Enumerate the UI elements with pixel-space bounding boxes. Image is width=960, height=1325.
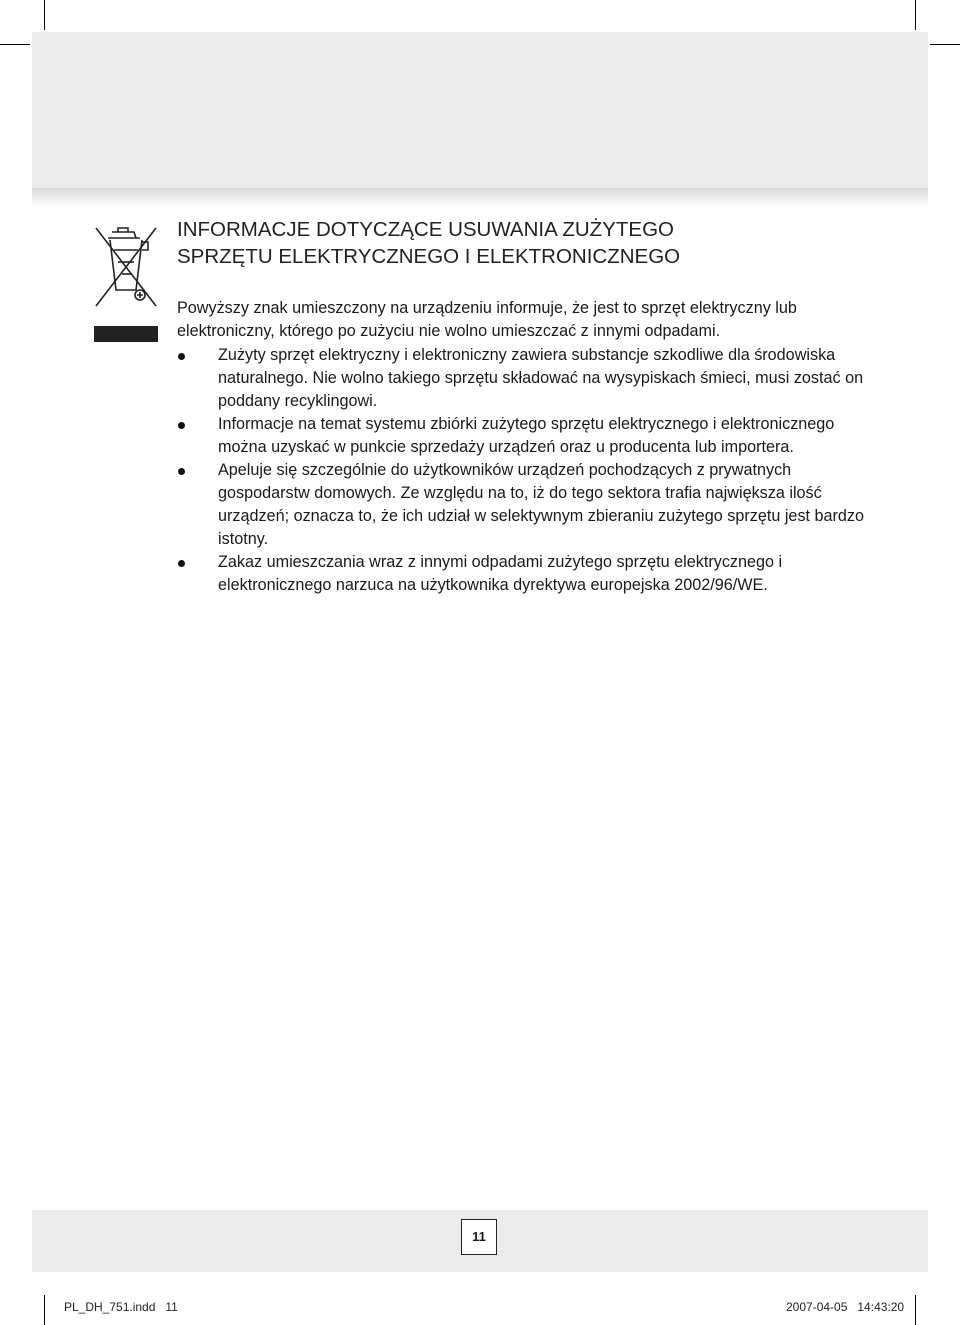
crossed-out-wheelie-bin-icon [88, 216, 164, 344]
bullet-dot-icon [178, 422, 185, 429]
slug-datetime: 2007-04-05 14:43:20 [786, 1300, 905, 1314]
header-band [32, 32, 928, 190]
list-item [177, 413, 877, 459]
crop-mark-top-right [915, 0, 916, 30]
intro-paragraph: Powyższy znak umieszczony na urządzeniu informuje, że jest to sprzęt elektryczny lub elektroniczny, którego po zużyciu nie wolno umieszczać z innymi odpadami. [177, 299, 797, 340]
crop-mark-top-left-h [0, 44, 30, 45]
crop-mark-top-right-h [930, 44, 960, 45]
list-item [177, 344, 877, 413]
bullet-list [177, 344, 877, 597]
list-item-text: Informacje na temat systemu zbiórki zużytego sprzętu elektrycznego i elektronicznego można uzyskać w punkcie sprzedaży urządzeń oraz u producenta lub importera. [218, 415, 835, 456]
slug-file-name: PL_DH_751.indd 11 [64, 1300, 178, 1314]
title-line-1: INFORMACJE DOTYCZĄCE USUWANIA ZUŻYTEGO [177, 218, 674, 241]
list-item [177, 551, 877, 597]
list-item-text: Zakaz umieszczania wraz z innymi odpadami zużytego sprzętu elektrycznego i elektronicznego narzuca na użytkownika dyrektywa europejska 2002/96/WE. [218, 553, 783, 594]
header-band-shadow [32, 188, 928, 206]
title-line-2: SPRZĘTU ELEKTRYCZNEGO I ELEKTRONICZNEGO [177, 245, 681, 268]
list-item-text: Zużyty sprzęt elektryczny i elektroniczny zawiera substancje szkodliwe dla środowiska naturalnego. Nie wolno takiego sprzętu składować na wysypiskach śmieci, musi zostać on poddany recyklingowi. [218, 346, 864, 410]
list-item [177, 459, 877, 551]
bullet-dot-icon [178, 468, 185, 475]
crop-mark-top-left [44, 0, 45, 30]
list-item-text: Apeluje się szczególnie do użytkowników urządzeń pochodzących z prywatnych gospodarstw domowych. Ze względu na to, iż do tego sektora trafia największa ilość urządzeń; oznacza to, że ich udział w selektywnym zbieraniu zużytego sprzętu jest bardzo istotny. [218, 461, 865, 548]
page-title [177, 216, 897, 270]
crop-mark-bottom-right [915, 1295, 916, 1325]
crop-mark-bottom-left [44, 1295, 45, 1325]
page-number: 11 [461, 1219, 497, 1255]
bullet-dot-icon [178, 560, 185, 567]
bullet-dot-icon [178, 353, 185, 360]
